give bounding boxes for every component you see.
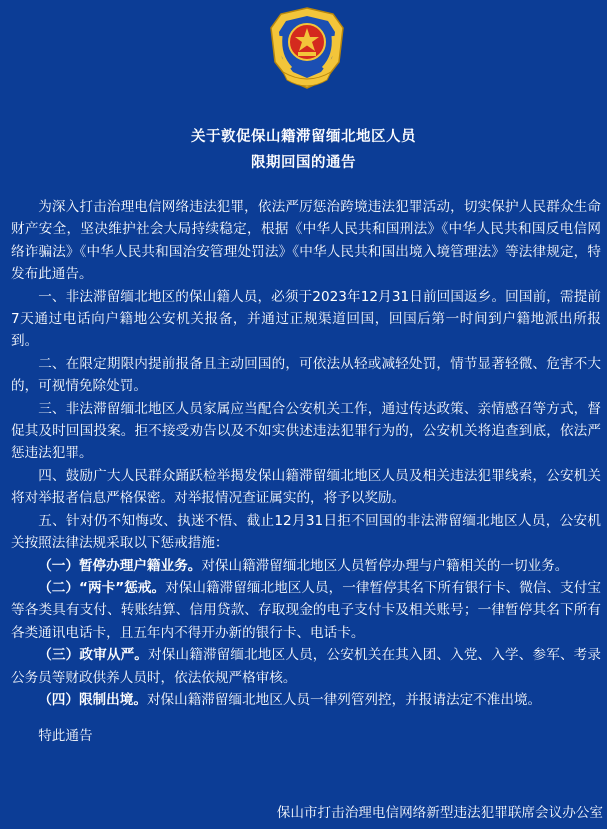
closing-text: 特此通告 — [38, 728, 93, 745]
measure-4-heading: （四）限制出境。 — [38, 691, 147, 708]
item-1-paragraph: 一、非法滞留缅北地区的保山籍人员，必须于2023年12月31日前回国返乡。回国前，需提前7天通过电话向户籍地公安机关报备，并通过正规渠道回国，回国后第一时间到户籍地派出所报到。 — [11, 288, 601, 350]
item-4-paragraph: 四、鼓励广大人民群众踊跃检举揭发保山籍滞留缅北地区人员及相关违法犯罪线索，公安机关将对举报者信息严格保密。对举报情况查证属实的，将予以奖励。 — [11, 467, 601, 507]
measure-2-text: 对保山籍滞留缅北地区人员，一律暂停其名下所有银行卡、微信、支付宝等各类具有支付、转账结算、信用贷款、存取现金的电子支付卡及相关账号；一律暂停其名下所有各类通讯电话卡，且五年内不得开办新的银行卡、电话卡。 — [11, 579, 602, 641]
notice-title-line1: 关于敦促保山籍滞留缅北地区人员 — [191, 129, 416, 145]
measure-1-heading: （一）暂停办理户籍业务。 — [38, 557, 202, 574]
measure-2-paragraph — [11, 577, 601, 644]
item-2-paragraph: 二、在限定期限内提前报备且主动回国的，可依法从轻或减轻处罚，情节显著轻微、危害不大的，可视情免除处罚。 — [11, 355, 601, 395]
measure-3-paragraph — [11, 644, 601, 689]
measure-1-text: 对保山籍滞留缅北地区人员暂停办理与户籍相关的一切业务。 — [201, 557, 569, 574]
measure-4-text: 对保山籍滞留缅北地区人员一律列管列控，并报请法定不准出境。 — [146, 691, 542, 708]
measure-1-paragraph — [11, 555, 601, 577]
item-3-paragraph: 三、非法滞留缅北地区人员家属应当配合公安机关工作，通过传达政策、亲情感召等方式，督促其及时回国投案。拒不接受劝告以及不如实供述违法犯罪行为的，公安机关将追查到底，依法严惩违法犯罪。 — [11, 400, 601, 462]
intro-paragraph: 为深入打击治理电信网络违法犯罪，依法严厉惩治跨境违法犯罪活动，切实保护人民群众生命财产安全，坚决维护社会大局持续稳定，根据《中华人民共和国刑法》《中华人民共和国反电信网络诈骗法》《中华人民共和国治安管理处罚法》《中华人民共和国出境入境管理法》等法律规定，特发布此通告。 — [11, 199, 601, 283]
police-emblem-icon — [267, 6, 347, 92]
measure-2-heading: （二）“两卡”惩戒。 — [38, 579, 166, 596]
notice-title-line2: 限期回国的通告 — [251, 155, 356, 171]
item-5-paragraph: 五、针对仍不知悔改、执迷不悟、截止12月31日拒不回国的非法滞留缅北地区人员，公安机关按照法律法规采取以下惩戒措施： — [11, 512, 601, 552]
measure-4-paragraph — [11, 689, 601, 711]
measure-3-heading: （三）政审从严。 — [38, 647, 149, 664]
notice-body — [11, 196, 601, 748]
measure-3-text: 对保山籍滞留缅北地区人员，公安机关在其入团、入党、入学、参军、考录公务员等财政供养人员时，依法依规严格审核。 — [11, 647, 601, 686]
issuing-office: 保山市打击治理电信网络新型违法犯罪联席会议办公室 — [276, 805, 603, 821]
